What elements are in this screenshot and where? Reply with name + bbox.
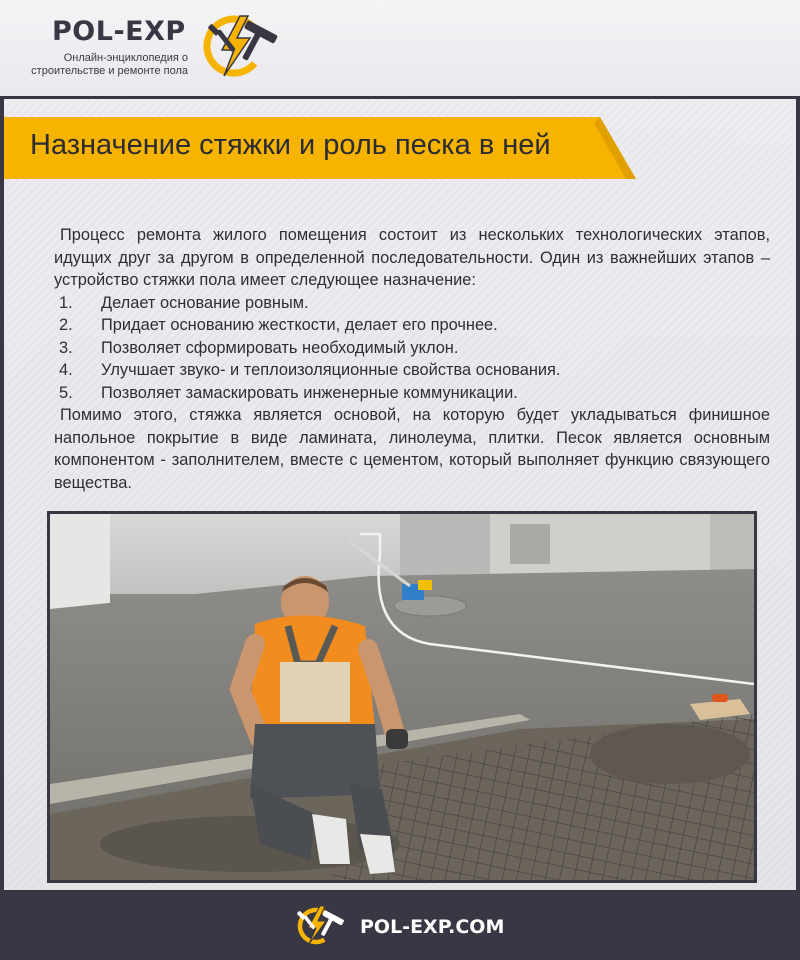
list-item-text: Улучшает звуко- и теплоизоляционные свойства основания. xyxy=(101,361,561,379)
list-item xyxy=(54,292,770,315)
footer-site-link[interactable]: POL-EXP.COM xyxy=(360,916,505,938)
list-item-text: Позволяет замаскировать инженерные коммуникации. xyxy=(101,383,518,402)
article-title: Назначение стяжки и роль песка в ней xyxy=(30,129,551,161)
footer-logo-icon[interactable] xyxy=(294,904,352,946)
brand-tagline xyxy=(24,52,188,78)
list-item-number: 4. xyxy=(59,361,73,379)
list-item-number: 5. xyxy=(59,383,73,402)
title-banner xyxy=(4,117,640,179)
tagline-line-2: строительстве и ремонте пола xyxy=(31,65,188,77)
conclusion-paragraph: Помимо этого, стяжка является основой, на которую будет укладываться финишное напольное покрытие в виде ламината, линолеума, плитки. Песок является основным компонентом - заполнителем, вместе с цементом, который выполняет функцию связующего вещества. xyxy=(54,406,770,492)
list-item xyxy=(54,359,770,382)
hammer-wrench-lightning-icon[interactable] xyxy=(200,10,290,80)
list-item-text: Делает основание ровным. xyxy=(101,293,309,312)
list-item-number: 3. xyxy=(59,338,73,357)
purpose-list xyxy=(54,292,770,405)
list-item-text: Позволяет сформировать необходимый уклон. xyxy=(101,338,459,357)
article-body xyxy=(54,224,770,494)
article-panel xyxy=(4,99,796,890)
tagline-line-1: Онлайн-энциклопедия о xyxy=(63,52,188,64)
list-item-number: 2. xyxy=(59,316,73,334)
site-header xyxy=(0,0,800,99)
list-item xyxy=(54,314,770,337)
list-item-text: Придает основанию жесткости, делает его прочнее. xyxy=(101,316,498,334)
screed-work-photo xyxy=(47,511,757,883)
list-item xyxy=(54,337,770,360)
list-item-number: 1. xyxy=(59,293,73,312)
brand-name[interactable]: POL-EXP xyxy=(52,16,186,47)
intro-paragraph: Процесс ремонта жилого помещения состоит из нескольких технологических этапов, идущих друг за другом в определенной последовательности. Один из важнейших этапов – устройство стяжки пола имеет следующее назначение: xyxy=(54,226,770,289)
site-footer xyxy=(0,890,800,960)
list-item xyxy=(54,382,770,405)
